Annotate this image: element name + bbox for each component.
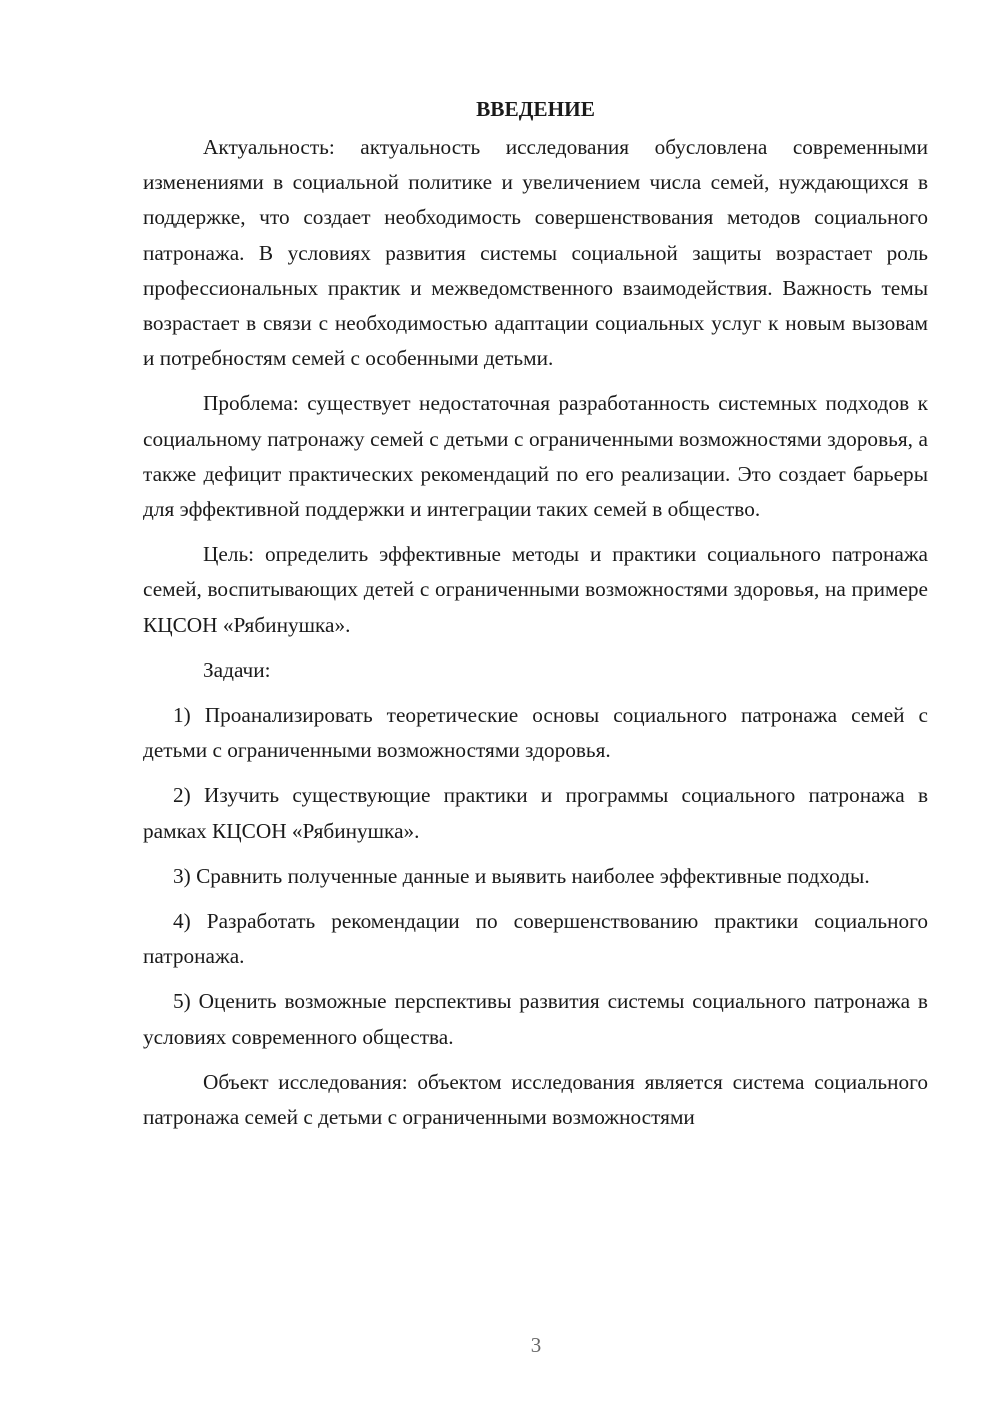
- task-item-4: 4) Разработать рекомендации по совершенствованию практики социального патронажа.: [143, 909, 928, 969]
- task-item-1: 1) Проанализировать теоретические основы социального патронажа семей с детьми с ограниченными возможностями здоровья.: [143, 703, 928, 763]
- task-item-2: 2) Изучить существующие практики и программы социального патронажа в рамках КЦСОН «Рябинушка».: [143, 783, 928, 843]
- section-heading: ВВЕДЕНИЕ: [476, 97, 595, 121]
- document-page: [143, 92, 928, 1145]
- paragraph-problem: Проблема: существует недостаточная разработанность системных подходов к социальному патронажу семей с детьми с ограниченными возможностями здоровья, а также дефицит практических рекомендаций по его реализации. Это создает барьеры для эффективной поддержки и интеграции таких семей в общество.: [143, 391, 928, 522]
- task-item-5: 5) Оценить возможные перспективы развития системы социального патронажа в условиях современного общества.: [143, 989, 928, 1049]
- paragraph-relevance: Актуальность: актуальность исследования обусловлена современными изменениями в социальной политике и увеличением числа семей, нуждающихся в поддержке, что создает необходимость совершенствования методов социального патронажа. В условиях развития системы социальной защиты возрастает роль профессиональных практик и межведомственного взаимодействия. Важность темы возрастает в связи с необходимостью адаптации социальных услуг к новым вызовам и потребностям семей с особенными детьми.: [143, 135, 928, 371]
- paragraph-goal: Цель: определить эффективные методы и практики социального патронажа семей, воспитывающих детей с ограниченными возможностями здоровья, на примере КЦСОН «Рябинушка».: [143, 542, 928, 637]
- page-number: 3: [530, 1333, 542, 1357]
- paragraph-object: Объект исследования: объектом исследования является система социального патронажа семей с детьми с ограниченными возможностями: [143, 1069, 928, 1130]
- task-item-3: 3) Сравнить полученные данные и выявить наиболее эффективные подходы.: [173, 863, 870, 888]
- tasks-label: Задачи:: [203, 657, 271, 682]
